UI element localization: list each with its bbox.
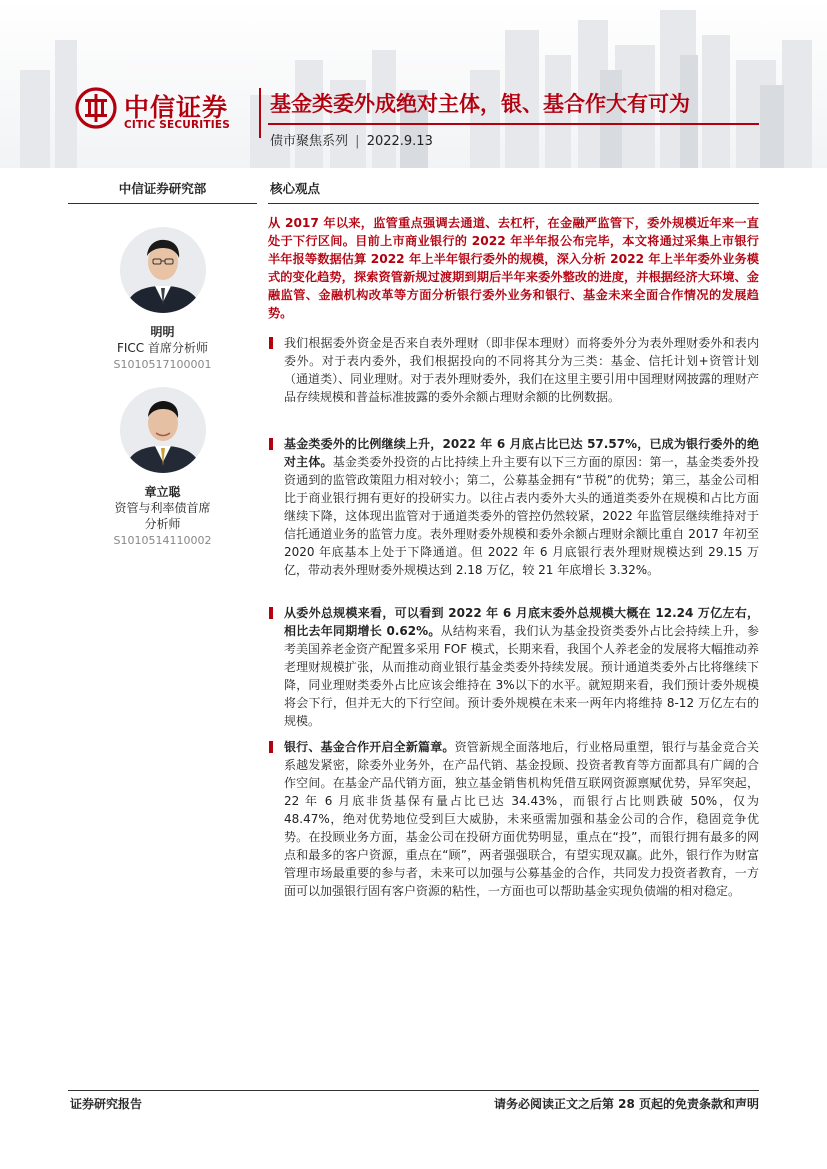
bullet-marker — [269, 607, 273, 619]
subtitle-separator: | — [355, 134, 360, 149]
bullet-marker — [269, 337, 273, 349]
bullet-marker — [269, 741, 273, 753]
key-point-paragraph — [268, 334, 759, 406]
sidebar-heading — [68, 180, 257, 204]
analyst-photo-avatar — [119, 386, 207, 474]
citic-logo-icon — [74, 86, 118, 130]
analyst-cert-number: S1010517100001 — [113, 358, 212, 371]
research-dept-label: 中信证券研究部 — [118, 181, 207, 196]
analyst-name: 明明 — [150, 325, 175, 339]
analyst-card — [68, 226, 257, 373]
report-subtitle — [270, 130, 433, 149]
report-date: 2022.9.13 — [366, 134, 433, 149]
key-point-lead: 从委外总规模来看，可以看到 2022 年 6 月底末委外总规模大概在 12.24 万亿左右，相比去年同期增长 0.62%。 — [284, 606, 759, 639]
header-divider — [259, 88, 261, 138]
footer-rule — [68, 1090, 759, 1091]
logo-chinese-name: 中信证券 — [124, 93, 229, 122]
brand-logo — [74, 86, 254, 136]
analyst-photo-avatar — [119, 226, 207, 314]
core-views-summary: 从 2017 年以来，监管重点强调去通道、去杠杆，在金融严监管下，委外规模近年来一直处于下行区间。目前上市商业银行的 2022 年半年报公布完毕，本文将通过采集上市银行半年报等数据估算 2022 年上半年银行委外的规模，深入分析 2022 年上半年委外业务模式的变化趋势，探索资管新规过渡期到期后半年来委外整改的进度，并根据经济大环境、金融监管、金融机构改革等方面分析银行委外业务和银行、基金未来全面合作情况的发展趋势。 — [268, 216, 759, 321]
key-point-text: 基金类委外投资的占比持续上升主要有以下三方面的原因：第一，基金类委外投资通到的监管政策阻力相对较小；第二，公募基金拥有“节税”的优势；第三，基金公司相比于商业银行拥有更好的投研实力。以往占表内委外大头的通道类委外在规模和占比方面继续下降，这体现出监管对于通道类委外的管控仍然较紧，2022 年监管层继续维持对于信托通道业务的监管力度。表外理财委外规模和委外余额占理财余额比重自 2017 年初至 2020 年底基本上处于下降通道。但 2022 年 6 月底银行表外理财规模达到 29.15 万亿，带动表外理财委外规模达到 2.18 万亿，较 21 年底增长 3.32%。 — [284, 455, 759, 578]
analyst-name: 章立聪 — [144, 485, 181, 499]
key-point-paragraph — [268, 604, 759, 730]
core-views-label: 核心观点 — [270, 181, 321, 196]
footer-disclaimer: 请务必阅读正文之后第 28 页起的免责条款和声明 — [493, 1097, 759, 1111]
analyst-cert-number: S1010514110002 — [113, 534, 212, 547]
analyst-title-line: 分析师 — [144, 517, 181, 531]
report-series: 债市聚焦系列 — [270, 134, 349, 149]
key-point-text: 资管新规全面落地后，行业格局重塑，银行与基金竞合关系越发紧密，除委外业务外，在产品代销、基金投顾、投资者教育等方面都具有广阔的合作空间。在基金产品代销方面，独立基金销售机构凭借互联网资源禀赋优势，异军突起，22 年 6 月底非货基保有量占比已达 34.43%，而银行占比则跌破 50%，仅为 48.47%，绝对优势地位受到巨大威胁，未来亟需加强和基金公司的合作，稳固竞争优势。在投顾业务方面，基金公司在投研方面优势明显，重点在“投”，而银行拥有最多的网点和最多的客户资源，重点在“顾”，两者强强联合，有望实现双赢。此外，银行作为财富管理市场最重要的参与者，未来可以加强与公募基金的合作，共同发力投资者教育，一方面可以加强银行固有客户资源的粘性，一方面也可以帮助基金实现负债端的相对稳定。 — [284, 740, 759, 899]
key-point-paragraph — [268, 435, 759, 579]
report-title: 基金类委外成绝对主体，银、基合作大有可为 — [270, 92, 690, 116]
logo-english-name: CITIC SECURITIES — [124, 119, 231, 131]
key-point-lead: 银行、基金合作开启全新篇章。 — [284, 740, 455, 754]
key-point-text: 从结构来看，我们认为基金投资类委外占比会持续上升，参考美国养老金资产配置多采用 FOF 模式，长期来看，我国个人养老金的发展将大幅推动养老理财规模扩张，从而推动商业银行基金类委外持续发展。预计通道类委外占比将继续下降，同业理财类委外占比应该会维持在 3%以下的水平。就短期来看，我们预计委外规模将会下行，但并无大的下行空间。预计委外规模在未来一两年内将维持 8-12 万亿左右的规模。 — [284, 624, 759, 729]
key-point-paragraph — [268, 738, 759, 900]
title-rule — [268, 123, 759, 125]
analyst-title: FICC 首席分析师 — [116, 341, 208, 355]
footer-report-type: 证券研究报告 — [70, 1097, 143, 1111]
key-point-lead: 基金类委外的比例继续上升，2022 年 6 月底占比已达 57.57%，已成为银行委外的绝对主体。 — [284, 437, 759, 470]
analyst-card — [68, 386, 257, 549]
main-heading — [268, 180, 759, 204]
bullet-marker — [269, 438, 273, 450]
analyst-title-line: 资管与利率债首席 — [114, 501, 211, 515]
key-point-text: 我们根据委外资金是否来自表外理财（即非保本理财）而将委外分为表外理财委外和表内委外。对于表内委外，我们根据投向的不同将其分为三类：基金、信托计划+资管计划（通道类）、同业理财。对于表外理财委外，我们在这里主要引用中国理财网披露的理财产品存续规模和普益标准披露的委外余额占理财余额的比例数据。 — [284, 336, 759, 405]
